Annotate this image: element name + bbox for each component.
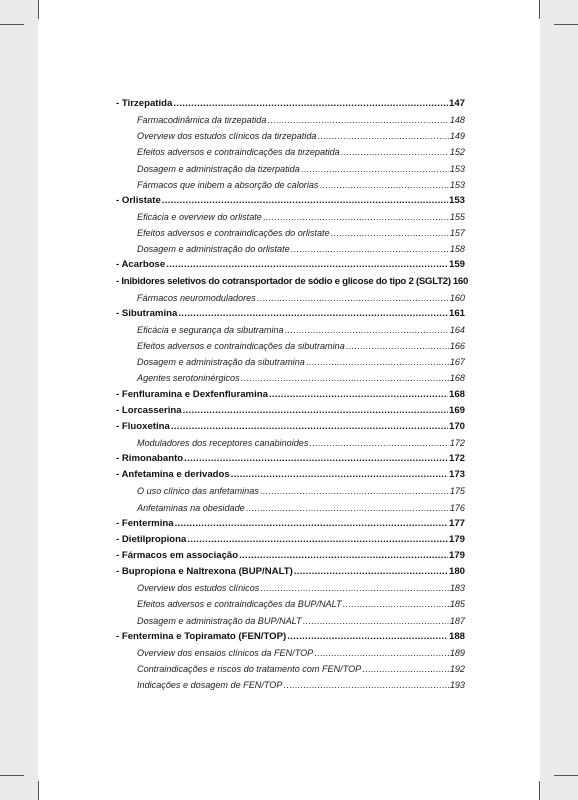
toc-dot-leader [291,241,449,257]
toc-entry-title: - Inibidores seletivos do cotransportador de sódio e glicose do tipo 2 (SGLT2) [116,275,451,287]
toc-dot-leader [319,177,448,193]
toc-dot-leader [241,370,449,386]
crop-mark-top-right-v [539,0,540,19]
toc-dot-leader [263,209,449,225]
toc-dot-leader [303,613,449,629]
toc-entry-sub [116,161,465,177]
toc-page-number: 161 [448,307,465,319]
toc-page-number: 149 [449,131,465,142]
toc-entry-main [116,548,465,564]
toc-dot-leader [341,144,449,160]
toc-entry-title: - Lorcasserina [116,404,182,416]
toc-entry-title: Efeitos adversos e contraindicações da BUP/NALT [137,599,342,610]
toc-entry-main [116,96,465,112]
toc-entry-title: - Fentermina [116,517,174,529]
crop-mark-bottom-left-v [38,781,39,800]
toc-page-number: 168 [448,388,465,400]
toc-entry-title: - Sibutramina [116,307,178,319]
toc-dot-leader [260,580,448,596]
toc-dot-leader [173,96,448,112]
toc-entry-sub [116,290,465,306]
toc-page-number: 172 [448,453,465,465]
toc-entry-title: Moduladores dos receptores canabinoides [137,437,309,448]
toc-entry-main [116,193,465,209]
toc-page-number: 183 [449,583,465,594]
toc-dot-leader [283,677,448,693]
toc-dot-leader [346,338,449,354]
toc-dot-leader [175,516,448,532]
toc-entry-title: Eficácia e overview do orlistate [137,211,262,222]
toc-dot-leader [184,451,448,467]
toc-entry-title: - Rimonabanto [116,453,184,465]
toc-page-number: 168 [449,373,465,384]
toc-entry-title: - Anfetamina e derivados [116,469,230,481]
toc-page-number: 160 [449,292,465,303]
toc-dot-leader [306,354,449,370]
toc-entry-sub [116,241,465,257]
toc-page-number: 153 [449,179,465,190]
toc-dot-leader [171,419,448,435]
toc-page-number: 180 [448,566,465,578]
toc-dot-leader [343,596,449,612]
toc-page-number: 153 [449,163,465,174]
toc-entry-sub [116,500,465,516]
toc-entry-main [116,257,465,273]
toc-entry-title: - Tirzepatida [116,98,173,109]
toc-entry-title: Agentes serotoninérgicos [137,373,240,384]
crop-mark-top-right-h [554,24,578,25]
toc-dot-leader [317,128,448,144]
toc-page-number: 185 [449,599,465,610]
toc-page-number: 179 [448,549,465,561]
toc-entry-sub [116,677,465,693]
crop-mark-bottom-right-h [554,775,578,776]
toc-entry-sub [116,661,465,677]
toc-entry-main [116,629,465,645]
toc-entry-title: Dosagem e administração do orlistate [137,244,290,255]
toc-entry-sub [116,596,465,612]
toc-page-number: 159 [448,259,465,271]
toc-dot-leader [285,322,449,338]
toc-dot-leader [314,645,449,661]
toc-entry-title: - Fentermina e Topiramato (FEN/TOP) [116,630,287,642]
toc-entry-sub [116,144,465,160]
toc-dot-leader [301,161,449,177]
toc-page-number: 155 [449,211,465,222]
toc-dot-leader [187,532,448,548]
crop-mark-bottom-right-v [539,781,540,800]
toc-entry-main [116,451,465,467]
toc-page-number: 172 [449,437,465,448]
toc-entry-main [116,274,469,290]
toc-entry-title: Efeitos adversos e contraindicações da tirzepatida [137,147,340,158]
toc-entry-main [116,516,465,532]
toc-page-number: 160 [452,275,469,287]
toc-entry-sub [116,177,465,193]
toc-entry-main [116,306,465,322]
toc-entry-title: Fármacos que inibem a absorção de calorias [137,179,319,190]
toc-dot-leader [362,661,449,677]
toc-entry-title: Fármacos neuromoduladores [137,292,256,303]
toc-page-number: 147 [448,98,465,109]
toc-entry-title: Efeitos adversos e contraindicações do orlistate [137,228,330,239]
toc-entry-sub [116,225,465,241]
toc-entry-title: Overview dos ensaios clínicos da FEN/TOP [137,647,314,658]
toc-entry-sub [116,580,465,596]
toc-dot-leader [246,500,449,516]
toc-page-number: 193 [449,680,465,691]
toc-entry-main [116,419,465,435]
toc-entry-title: Farmacodinâmica da tirzepatida [137,115,267,126]
toc-dot-leader [166,257,448,273]
toc-entry-title: - Dietilpropiona [116,533,187,545]
toc-entry-sub [116,370,465,386]
toc-page-number: 179 [448,533,465,545]
toc-entry-main [116,532,465,548]
toc-entry-title: Dosagem e administração da tizerpatida [137,163,300,174]
crop-mark-top-left-h [0,24,24,25]
toc-page-number: 175 [449,486,465,497]
toc-dot-leader [162,193,448,209]
toc-entry-sub [116,338,465,354]
toc-page-number: 166 [449,341,465,352]
toc-entry-main [116,403,465,419]
toc-entry-title: Eficácia e segurança da sibutramina [137,324,284,335]
crop-mark-bottom-left-h [0,775,24,776]
toc-entry-sub [116,645,465,661]
toc-entry-title: Overview dos estudos clínicos [137,583,260,594]
toc-entry-sub [116,435,465,451]
toc-entry-title: Dosagem e administração da sibutramina [137,357,305,368]
toc-entry-sub [116,483,465,499]
toc-entry-title: - Fenfluramina e Dexfenfluramina [116,388,268,400]
toc-entry-title: - Bupropiona e Naltrexona (BUP/NALT) [116,566,293,578]
toc-page-number: 192 [449,663,465,674]
toc-entry-title: - Fluoxetina [116,420,170,432]
toc-entry-title: - Orlistate [116,194,161,206]
toc-dot-leader [309,435,448,451]
toc-page-number: 188 [448,630,465,642]
toc-entry-sub [116,209,465,225]
toc-entry-sub [116,322,465,338]
toc-entry-title: Anfetaminas na obesidade [137,502,245,513]
toc-dot-leader [257,290,449,306]
toc-page-number: 167 [449,357,465,368]
toc-entry-title: - Fármacos em associação [116,549,239,561]
toc-page-number: 187 [449,615,465,626]
toc-page-number: 164 [449,324,465,335]
toc-entry-title: O uso clínico das anfetaminas [137,486,259,497]
toc-entry-sub [116,354,465,370]
toc-dot-leader [183,403,448,419]
toc-page-number: 173 [448,469,465,481]
toc-entry-main [116,387,465,403]
toc-dot-leader [231,467,448,483]
toc-dot-leader [331,225,449,241]
toc-entry-title: Efeitos adversos e contraindicações da sibutramina [137,341,345,352]
toc-dot-leader [260,483,449,499]
toc-page-number: 158 [449,244,465,255]
toc-entry-main [116,564,465,580]
toc-entry-title: Contraindicações e riscos do tratamento com FEN/TOP [137,663,362,674]
toc-page-number: 177 [448,517,465,529]
toc-entry-title: Overview dos estudos clínicos da tirzepatida [137,131,317,142]
toc-page-number: 153 [448,194,465,206]
toc-dot-leader [267,112,448,128]
toc-entry-main [116,467,465,483]
toc-entry-title: Indicações e dosagem de FEN/TOP [137,680,283,691]
toc-entry-sub [116,112,465,128]
toc-entry-sub [116,128,465,144]
toc-dot-leader [239,548,448,564]
toc-page-number: 170 [448,420,465,432]
toc-page-number: 157 [449,228,465,239]
crop-mark-top-left-v [38,0,39,19]
toc-entry-title: - Acarbose [116,259,166,271]
toc-dot-leader [294,564,448,580]
toc-page-number: 189 [449,647,465,658]
toc-entry-title: Dosagem e administração da BUP/NALT [137,615,302,626]
toc-page-number: 169 [448,404,465,416]
toc-dot-leader [178,306,448,322]
toc-page-number: 148 [449,115,465,126]
toc-dot-leader [269,387,448,403]
toc-entry-sub [116,613,465,629]
table-of-contents [116,96,469,693]
toc-dot-leader [287,629,448,645]
toc-page-number: 176 [449,502,465,513]
toc-page-number: 152 [449,147,465,158]
